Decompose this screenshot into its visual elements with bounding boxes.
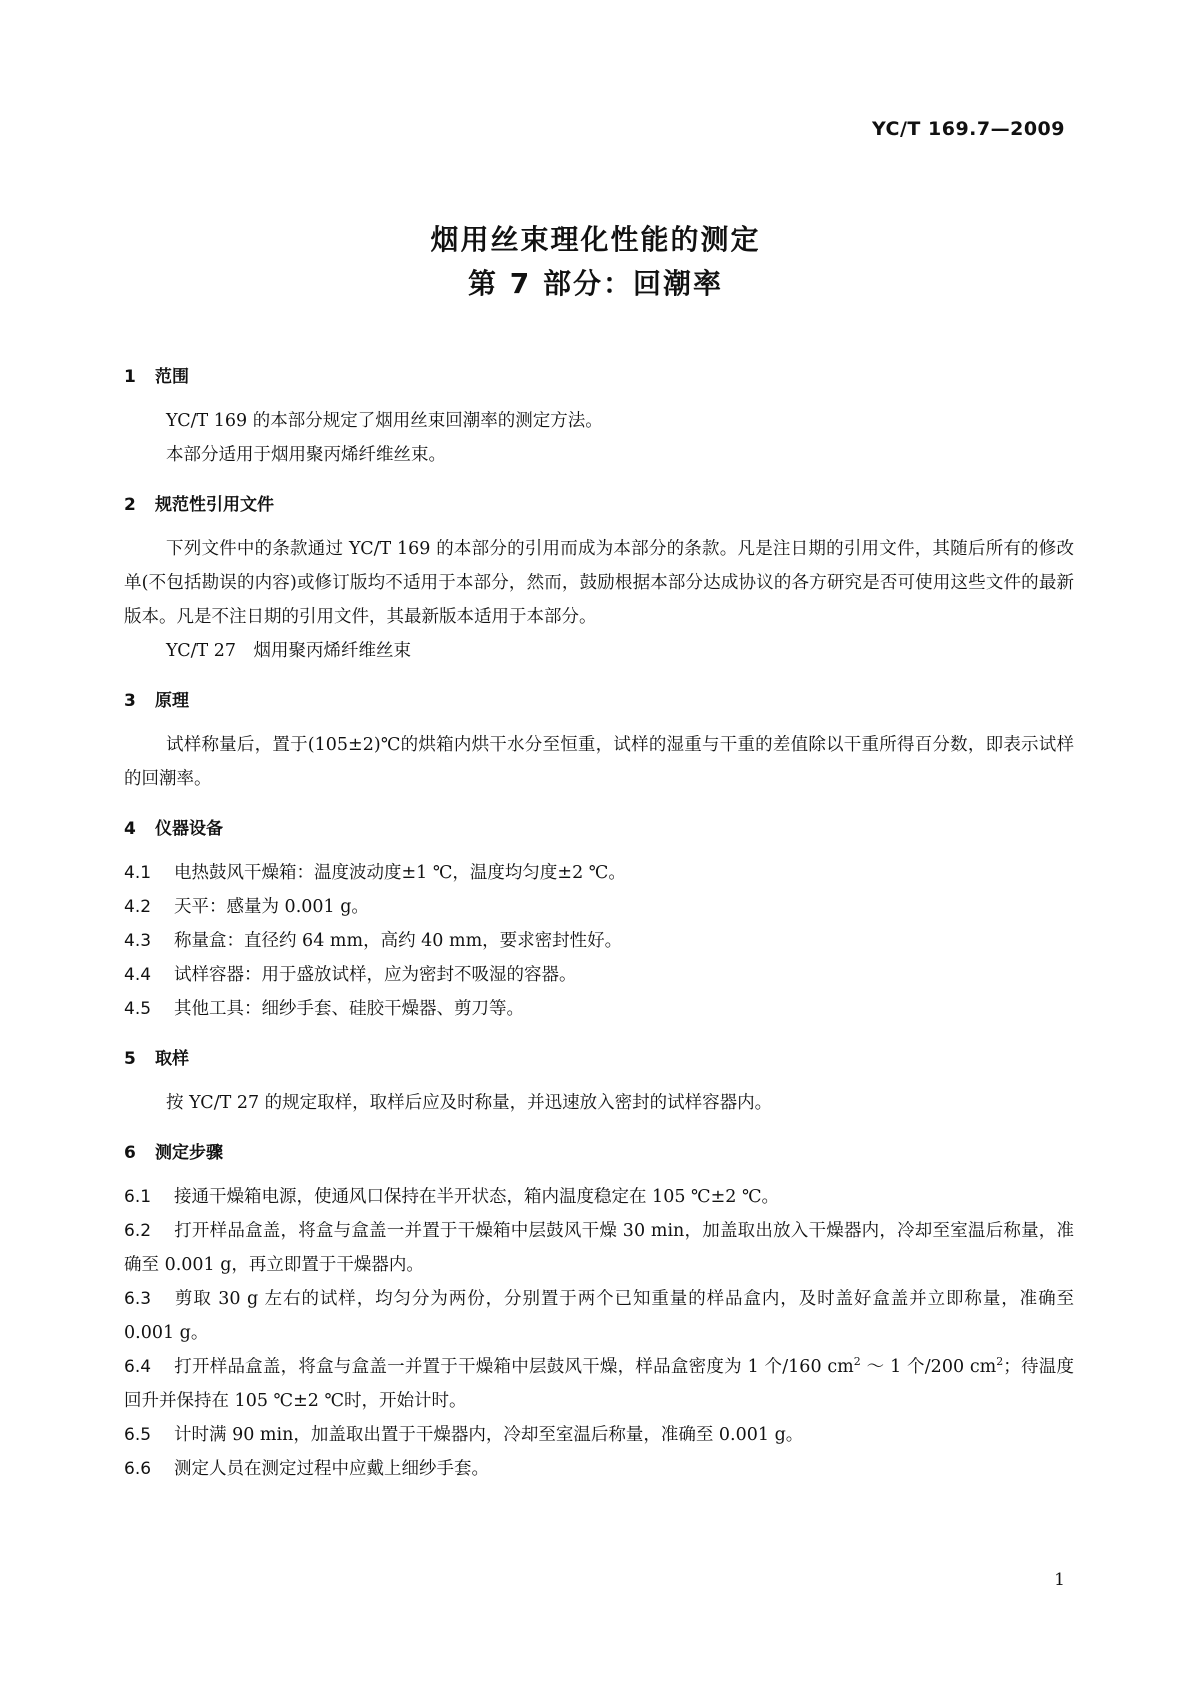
item-number: 6.5 — [124, 1425, 152, 1445]
list-item — [124, 1350, 1074, 1418]
section-heading-procedure — [124, 1138, 1074, 1168]
superscript: 2 — [996, 1355, 1004, 1369]
item-number: 6.2 — [124, 1221, 152, 1241]
item-text: 电热鼓风干燥箱：温度波动度±1 ℃，温度均匀度±2 ℃。 — [174, 863, 626, 883]
item-text-part: ～ 1 个/200 cm — [860, 1357, 997, 1377]
list-item — [124, 1418, 1074, 1452]
list-item — [124, 1180, 1074, 1214]
section-title: 规范性引用文件 — [155, 495, 274, 515]
section-heading-scope — [124, 362, 1074, 392]
list-item — [124, 1282, 1074, 1350]
item-text: 剪取 30 g 左右的试样，均匀分为两份，分别置于两个已知重量的样品盒内，及时盖好盒盖并立即称量，准确至 0.001 g。 — [124, 1289, 1074, 1343]
paragraph: 本部分适用于烟用聚丙烯纤维丝束。 — [166, 445, 446, 465]
list-item — [124, 958, 1074, 992]
item-number: 6.6 — [124, 1459, 152, 1479]
list-item — [124, 1214, 1074, 1282]
paragraph: 试样称量后，置于(105±2)℃的烘箱内烘干水分至恒重，试样的湿重与干重的差值除以干重所得百分数，即表示试样的回潮率。 — [124, 735, 1074, 789]
document-subtitle: 第 7 部分：回潮率 — [468, 267, 723, 300]
item-number: 4.5 — [124, 999, 152, 1019]
item-number: 4.1 — [124, 863, 152, 883]
item-number: 4.3 — [124, 931, 152, 951]
list-item — [124, 890, 1074, 924]
superscript: 2 — [853, 1355, 861, 1369]
item-number: 4.4 — [124, 965, 152, 985]
list-item — [124, 1452, 1074, 1486]
paragraph: 按 YC/T 27 的规定取样，取样后应及时称量，并迅速放入密封的试样容器内。 — [166, 1093, 773, 1113]
item-number: 6.4 — [124, 1357, 152, 1377]
section-heading-sampling — [124, 1044, 1074, 1074]
paragraph: 下列文件中的条款通过 YC/T 169 的本部分的引用而成为本部分的条款。凡是注日期的引用文件，其随后所有的修改单(不包括勘误的内容)或修订版均不适用于本部分，然而，鼓励根据本部分达成协议的各方研究是否可使用这些文件的最新版本。凡是不注日期的引用文件，其最新版本适用于本部分。 — [124, 539, 1074, 627]
item-text: 其他工具：细纱手套、硅胶干燥器、剪刀等。 — [174, 999, 524, 1019]
item-text: 计时满 90 min，加盖取出置于干燥器内，冷却至室温后称量，准确至 0.001 g。 — [174, 1425, 804, 1445]
section-heading-normative-references — [124, 490, 1074, 520]
item-text: 称量盒：直径约 64 mm，高约 40 mm，要求密封性好。 — [174, 931, 623, 951]
item-number: 6.3 — [124, 1289, 152, 1309]
item-text: 天平：感量为 0.001 g。 — [174, 897, 369, 917]
item-text: 打开样品盒盖，将盒与盒盖一并置于干燥箱中层鼓风干燥 30 min，加盖取出放入干燥器内，冷却至室温后称量，准确至 0.001 g，再立即置于干燥器内。 — [124, 1221, 1074, 1275]
section-title: 取样 — [155, 1049, 189, 1069]
item-text: 测定人员在测定过程中应戴上细纱手套。 — [174, 1459, 489, 1479]
section-heading-principle — [124, 686, 1074, 716]
section-number: 6 — [124, 1143, 136, 1163]
document-title: 烟用丝束理化性能的测定 — [430, 223, 761, 256]
section-number: 3 — [124, 691, 136, 711]
section-number: 1 — [124, 367, 136, 387]
item-number: 6.1 — [124, 1187, 152, 1207]
section-title: 范围 — [155, 367, 189, 387]
item-text: 接通干燥箱电源，使通风口保持在半开状态，箱内温度稳定在 105 ℃±2 ℃。 — [174, 1187, 780, 1207]
section-title: 仪器设备 — [155, 819, 223, 839]
paragraph: YC/T 169 的本部分规定了烟用丝束回潮率的测定方法。 — [166, 411, 603, 431]
section-title: 测定步骤 — [155, 1143, 223, 1163]
section-number: 4 — [124, 819, 136, 839]
page-number: 1 — [1054, 1570, 1065, 1590]
list-item — [124, 992, 1074, 1026]
item-text-part: 打开样品盒盖，将盒与盒盖一并置于干燥箱中层鼓风干燥，样品盒密度为 1 个/160 cm — [174, 1357, 854, 1377]
document-body — [124, 362, 1074, 1486]
item-text: 试样容器：用于盛放试样，应为密封不吸湿的容器。 — [174, 965, 577, 985]
item-number: 4.2 — [124, 897, 152, 917]
section-heading-apparatus — [124, 814, 1074, 844]
standard-code: YC/T 169.7—2009 — [871, 118, 1065, 140]
list-item — [124, 856, 1074, 890]
item-text-part: ；待温度回升并保持在 105 ℃±2 ℃时，开始计时。 — [124, 1357, 1074, 1411]
section-title: 原理 — [155, 691, 189, 711]
list-item — [124, 924, 1074, 958]
reference-entry: YC/T 27 烟用聚丙烯纤维丝束 — [166, 641, 412, 661]
section-number: 2 — [124, 495, 136, 515]
section-number: 5 — [124, 1049, 136, 1069]
